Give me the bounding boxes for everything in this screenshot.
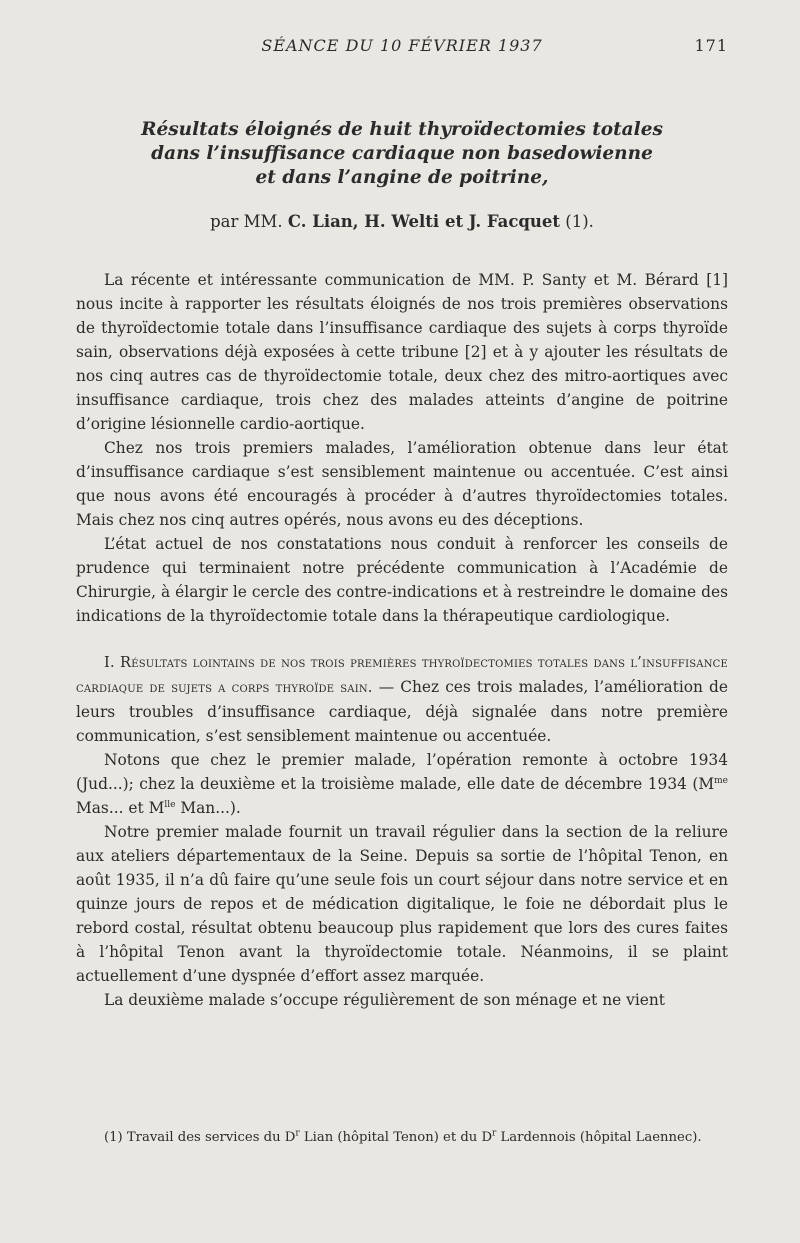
superscript: lle (164, 799, 176, 810)
authors: C. Lian, H. Welti et J. Facquet (287, 212, 561, 231)
footnote-text: Lian (hôpital Tenon) et du D (299, 1130, 493, 1145)
title-line: et dans l’angine de poitrine, (255, 167, 549, 188)
paragraph-text: Man...). (175, 799, 241, 817)
paragraph (76, 748, 728, 820)
superscript: r (492, 1128, 497, 1139)
footnote-text: (1) Travail des services du D (104, 1130, 296, 1145)
article-body (76, 268, 728, 1012)
footnote (76, 1128, 728, 1147)
footnote-text: Lardennois (hôpital Laennec). (496, 1130, 702, 1145)
paragraph-text: Mas... et M (76, 799, 165, 817)
title-line: Résultats éloignés de huit thyroïdectomies totales (141, 119, 663, 140)
paragraph: La récente et intéressante communication de MM. P. Santy et M. Bérard [1] nous incite à rapporter les résultats éloignés de nos trois premières observations de thyroïdectomie totale dans l’insuffisance cardiaque des sujets à corps thyroïde sain, observations déjà exposées à cette tribune [2] et à y ajouter les résultats de nos cinq autres cas de thyroïdectomie totale, deux chez des mitro-aortiques avec insuffisance cardiaque, trois chez des malades atteints d’angine de poitrine d’origine lésionnelle cardio-aortique. (76, 271, 728, 433)
running-title: SÉANCE DU 10 FÉVRIER 1937 (261, 36, 543, 55)
title-line: dans l’insuffisance cardiaque non basedowienne (151, 143, 653, 164)
article-title (76, 118, 728, 190)
page-number: 171 (694, 36, 728, 55)
section-text: — Chez ces trois malades, l’amélioration de leurs troubles d’insuffisance cardiaque, déjà signalée dans notre première communication, s’est sensiblement maintenue ou accentuée. (76, 678, 728, 745)
paragraph-text: Notons que chez le premier malade, l’opération remonte à octobre 1934 (Jud...); chez la deuxième et la troisième malade, elle date de décembre 1934 (M (76, 751, 728, 793)
superscript: r (295, 1128, 300, 1139)
running-head (76, 36, 728, 58)
footnote-reference: (1). (565, 212, 594, 231)
byline-prefix: par MM. (210, 212, 283, 231)
paragraph: Chez nos trois premiers malades, l’amélioration obtenue dans leur état d’insuffisance cardiaque s’est sensiblement maintenue ou accentuée. C’est ainsi que nous avons été encouragés à procéder à d’autres thyroïdectomies totales. Mais chez nos cinq autres opérés, nous avons eu des déceptions. (76, 439, 728, 529)
byline (76, 212, 728, 231)
paragraph: Notre premier malade fournit un travail régulier dans la section de la reliure aux ateliers départementaux de la Seine. Depuis sa sortie de l’hôpital Tenon, en août 1935, il n’a dû faire qu’une seule fois un court séjour dans notre service et en quinze jours de repos et de médication digitalique, le foie ne débordait plus le rebord costal, résultat obtenu beaucoup plus rapidement que lors des cures faites à l’hôpital Tenon avant la thyroïdectomie totale. Néanmoins, il se plaint actuellement d’une dyspnée d’effort assez marquée. (76, 823, 728, 985)
superscript: me (714, 775, 728, 786)
paragraph: La deuxième malade s’occupe régulièrement de son ménage et ne vient (104, 991, 665, 1009)
section-heading: I. Résultats lointains de nos trois premières thyroïdectomies totales dans l’insuffisance cardiaque de sujets a corps thyroïde sain. (76, 654, 728, 696)
paragraph: L’état actuel de nos constatations nous conduit à renforcer les conseils de prudence qui terminaient notre précédente communication à l’Académie de Chirurgie, à élargir le cercle des contre-indications et à restreindre le domaine des indications de la thyroïdectomie totale dans la thérapeutique cardiologique. (76, 535, 728, 625)
section-paragraph (76, 650, 728, 748)
